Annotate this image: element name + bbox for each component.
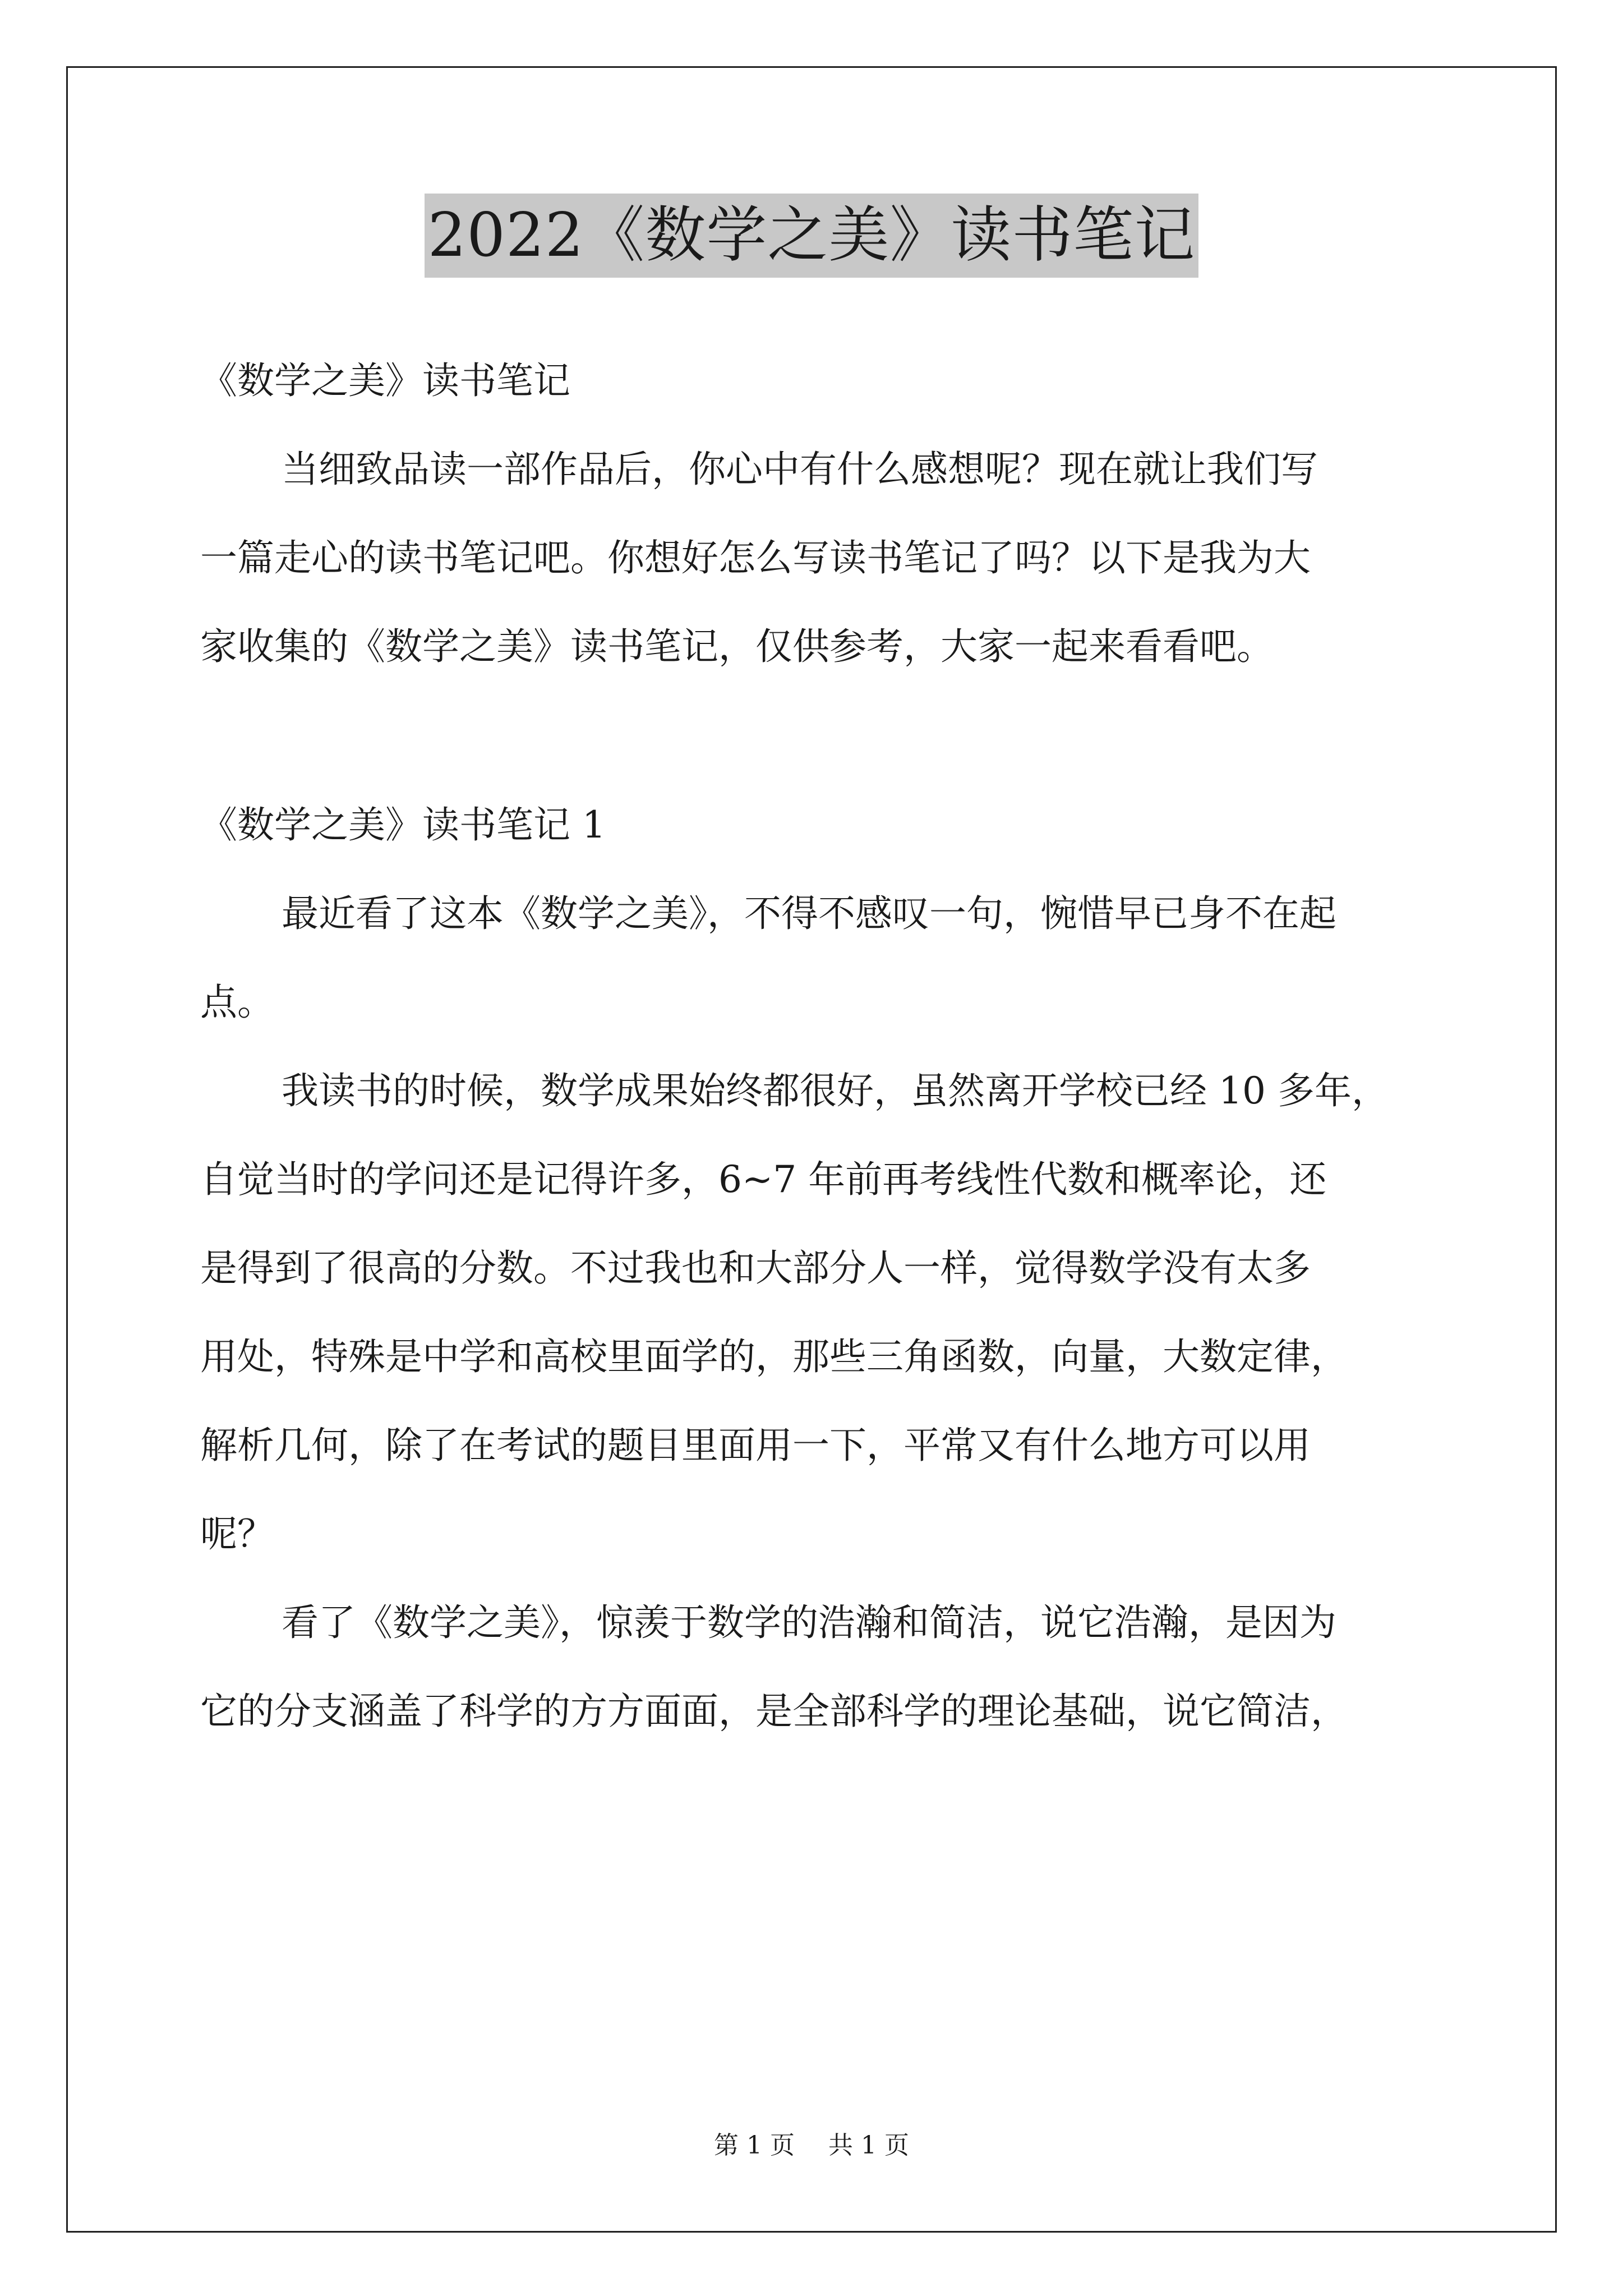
paragraph-line: 点。 — [200, 981, 274, 1024]
document-title: 2022《数学之美》读书笔记 — [425, 194, 1199, 278]
section-spacer — [200, 691, 1434, 781]
paragraph-line: 用处，特殊是中学和高校里面学的，那些三角函数，向量，大数定律， — [200, 1335, 1348, 1378]
section-heading: 《数学之美》读书笔记 1 — [200, 803, 606, 846]
page-total: 共 1 页 — [828, 2131, 909, 2160]
paragraph-line: 呢？ — [200, 1512, 274, 1556]
paragraph-line: 看了《数学之美》，惊羡于数学的浩瀚和简洁，说它浩瀚，是因为 — [282, 1601, 1336, 1644]
intro-line: 一篇走心的读书笔记吧。你想好怎么写读书笔记了吗？以下是我为大 — [200, 536, 1311, 579]
page-number: 第 1 页 — [714, 2131, 795, 2160]
paragraph-line: 我读书的时候，数学成果始终都很好，虽然离开学校已经 10 多年， — [282, 1069, 1389, 1112]
intro-line: 当细致品读一部作品后，你心中有什么感想呢？现在就让我们写 — [282, 448, 1318, 491]
intro-heading: 《数学之美》读书笔记 — [200, 359, 570, 402]
paragraph-line: 自觉当时的学问还是记得许多，6~7 年前再考线性代数和概率论，还 — [200, 1158, 1327, 1201]
paragraph-line: 是得到了很高的分数。不过我也和大部分人一样，觉得数学没有太多 — [200, 1246, 1311, 1290]
intro-line: 家收集的《数学之美》读书笔记，仅供参考，大家一起来看看吧。 — [200, 625, 1274, 668]
title-container — [0, 194, 1623, 278]
page-footer — [0, 2129, 1623, 2162]
paragraph-line: 它的分支涵盖了科学的方方面面，是全部科学的理论基础，说它简洁， — [200, 1690, 1348, 1733]
paragraph-line: 解析几何，除了在考试的题目里面用一下，平常又有什么地方可以用 — [200, 1424, 1311, 1467]
paragraph-line: 最近看了这本《数学之美》，不得不感叹一句，惋惜早已身不在起 — [282, 892, 1336, 935]
document-body — [200, 337, 1434, 1756]
